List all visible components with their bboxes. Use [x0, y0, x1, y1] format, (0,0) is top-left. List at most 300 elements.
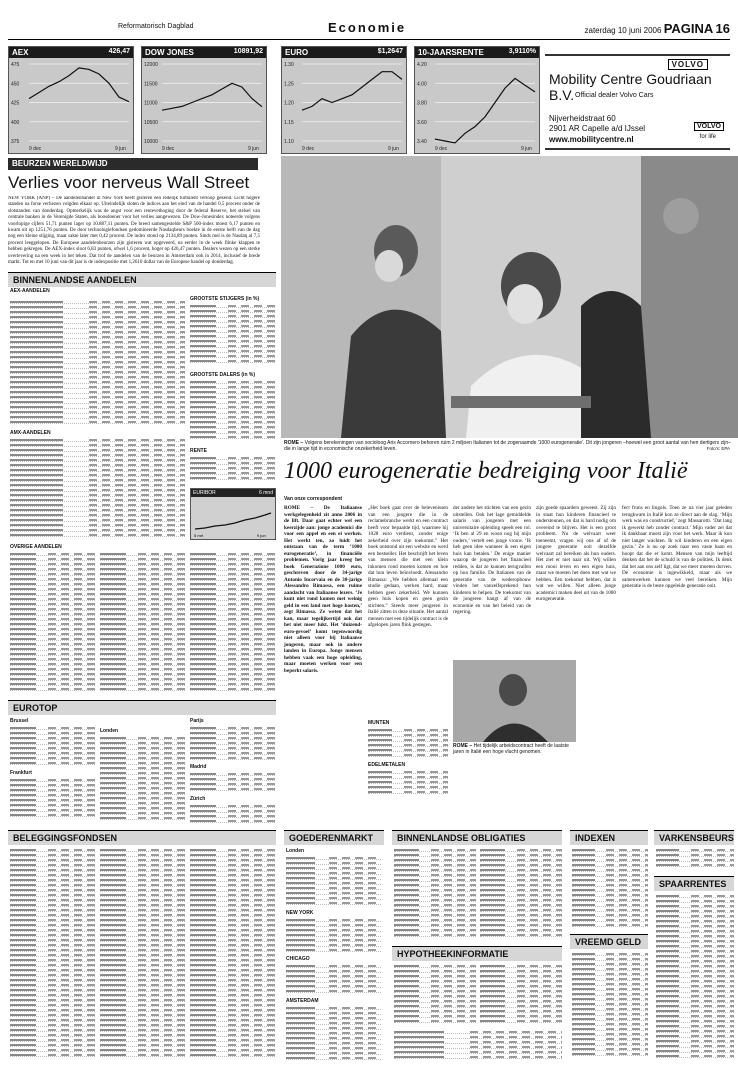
table-row	[572, 1052, 648, 1056]
subheader-zurich: Zürich	[190, 796, 206, 802]
table-row	[100, 572, 185, 576]
table-row	[286, 979, 381, 983]
table-row	[480, 858, 562, 862]
table-row	[10, 938, 95, 942]
table-row	[10, 443, 185, 447]
table-row	[572, 992, 648, 996]
table-row	[100, 562, 185, 566]
table-row	[10, 667, 95, 671]
table-row	[656, 1039, 734, 1043]
table-row	[190, 898, 275, 902]
table-row	[480, 898, 562, 902]
table-row	[190, 380, 275, 384]
table-row	[190, 933, 275, 937]
table-row	[10, 803, 95, 807]
table-row	[190, 349, 275, 353]
chart-svg	[142, 58, 266, 153]
table-row	[286, 891, 381, 895]
table-row	[572, 997, 648, 1001]
table-row	[10, 533, 185, 537]
chart-ytick: 4.20	[417, 62, 427, 68]
table-row	[100, 736, 185, 740]
chart-ytick: 375	[11, 139, 20, 145]
table-row	[10, 390, 185, 394]
article-col-3: der andere het stichten van een gezin uitstellen. Ook het lage gemiddelde salaris van jongeren met een universitaire opleiding speelt een rol. ‘Ik ben al 29 en woon nog bij mijn ouders,’ vertelt een jonge vrouw. ‘Ik heb geen idee wanneer ik een eigen huis kan betalen.’ De enige manier waarop de jongeren het financieel redden, is dat ze kunnen terugvallen op hun familie. De Italianen van de generatie van de wederopbouw vinden het vanzelfsprekend hun kinderen te helpen. De toekomst van de jongeren hangt af van de economie en van het beleid van de regering.	[453, 505, 531, 615]
table-row	[190, 741, 275, 745]
subheader-chicago: CHICAGO	[286, 956, 310, 962]
chart-value: 3,9110%	[508, 48, 536, 55]
table-row	[572, 1027, 648, 1031]
table-row	[10, 783, 95, 787]
chart-series-line	[302, 72, 402, 111]
londen-table	[100, 736, 185, 822]
stijgers-table	[190, 304, 275, 366]
table-row	[656, 904, 734, 908]
chart-ytick: 1.25	[284, 81, 294, 88]
table-row	[572, 1047, 648, 1051]
table-row	[10, 420, 185, 424]
table-row	[572, 1042, 648, 1046]
rente-table	[190, 456, 275, 482]
table-row	[572, 962, 648, 966]
table-row	[190, 953, 275, 957]
table-row	[190, 993, 275, 997]
table-row	[10, 1013, 95, 1017]
ad-website-link[interactable]: www.mobilitycentre.nl	[549, 135, 634, 144]
table-row	[10, 415, 185, 419]
table-row	[100, 1048, 185, 1052]
table-row	[286, 896, 381, 900]
table-row	[10, 672, 95, 676]
table-row	[190, 612, 275, 616]
subheader-brussel: Brussel	[10, 718, 29, 724]
main-photo	[281, 156, 738, 438]
table-row	[572, 853, 648, 857]
table-row	[10, 928, 95, 932]
table-row	[480, 974, 562, 978]
table-row	[656, 1044, 734, 1048]
subheader-amsterdam: AMSTERDAM	[286, 998, 319, 1004]
table-row	[10, 493, 185, 497]
table-row	[572, 957, 648, 961]
table-row	[100, 741, 185, 745]
goederen-chicago-table	[286, 964, 381, 994]
table-row	[190, 908, 275, 912]
table-row	[656, 863, 734, 867]
table-row	[190, 592, 275, 596]
table-row	[394, 989, 476, 993]
table-row	[100, 983, 185, 987]
spaarrentes-table	[656, 894, 734, 1062]
table-row	[286, 923, 381, 927]
chart-ytick: 12000	[144, 62, 158, 68]
table-row	[100, 993, 185, 997]
table-row	[10, 923, 95, 927]
euribor-xtick-start: 5 mrt	[194, 533, 204, 538]
table-row	[190, 567, 275, 571]
table-row	[100, 786, 185, 790]
table-row	[100, 771, 185, 775]
table-row	[572, 903, 648, 907]
table-row	[10, 908, 95, 912]
table-row	[190, 938, 275, 942]
volvo-advertisement[interactable]	[545, 54, 730, 150]
table-row	[100, 587, 185, 591]
table-row	[190, 430, 275, 434]
table-row	[100, 577, 185, 581]
subheader-munten: MUNTEN	[368, 720, 390, 726]
table-row	[286, 1051, 381, 1055]
table-row	[190, 587, 275, 591]
table-row	[656, 949, 734, 953]
table-row	[480, 883, 562, 887]
table-row	[190, 848, 275, 852]
table-row	[656, 853, 734, 857]
section-header-hypotheek: HYPOTHEEKINFORMATIE	[392, 946, 562, 961]
table-row	[100, 592, 185, 596]
table-row	[286, 1031, 381, 1035]
table-row	[190, 903, 275, 907]
table-row	[100, 617, 185, 621]
page-number: 16	[715, 21, 730, 36]
table-row	[480, 893, 562, 897]
vreemd-geld-table	[572, 952, 648, 1062]
table-row	[190, 983, 275, 987]
dalers-table	[190, 380, 275, 442]
table-row	[190, 787, 275, 791]
table-row	[190, 329, 275, 333]
table-row	[656, 1029, 734, 1033]
table-row	[100, 1028, 185, 1032]
table-row	[190, 657, 275, 661]
table-row	[190, 1013, 275, 1017]
article-col-4: zijn goede spaarders geweest. Zij zijn in staat hun kinderen financieel te ondersteunen, en dat is hard nodig om overeind te blijven. Het is een groot probleem. Nu de welvaart weer toeneemt, vragen wij ons af of de jongere generatie ooit dezelfde welvaart zal bereiken als hun ouders. Het ziet er niet naar uit. Wij willen een mooi leven en een eigen huis, maar we moeten het doen met wat we hebben. Een toekomst hebben, dat is wat we willen. Niet alleen jonge academici maken deel uit van de 1000 eurogeneratie.	[536, 505, 616, 602]
subheader-overige: OVERIGE AANDELEN	[10, 544, 62, 550]
table-row	[190, 652, 275, 656]
table-row	[10, 335, 185, 339]
table-row	[368, 743, 448, 747]
table-row	[190, 461, 275, 465]
table-row	[656, 934, 734, 938]
chart-xtick: 9 jun	[115, 146, 126, 152]
table-row	[190, 552, 275, 556]
chart-ytick: 10500	[144, 119, 158, 126]
table-row	[10, 375, 185, 379]
chart-xtick: 9 dec	[162, 146, 175, 152]
table-row	[572, 952, 648, 956]
table-row	[394, 1035, 562, 1039]
table-row	[572, 863, 648, 867]
table-row	[656, 974, 734, 978]
table-row	[10, 918, 95, 922]
table-row	[368, 785, 448, 789]
table-row	[100, 791, 185, 795]
table-row	[480, 984, 562, 988]
photo2-caption	[453, 743, 576, 755]
table-row	[190, 562, 275, 566]
table-row	[100, 667, 185, 671]
table-row	[656, 964, 734, 968]
chart-ytick: 450	[11, 81, 20, 88]
indexen-table	[572, 848, 648, 928]
table-row	[100, 1033, 185, 1037]
table-row	[480, 918, 562, 922]
euribor-title: EURIBOR	[193, 490, 216, 496]
table-row	[480, 903, 562, 907]
table-row	[656, 1049, 734, 1053]
table-row	[10, 612, 95, 616]
table-row	[572, 878, 648, 882]
table-row	[394, 1030, 562, 1034]
table-row	[100, 657, 185, 661]
chart-ytick: 11000	[144, 100, 158, 107]
table-row	[10, 943, 95, 947]
table-row	[394, 928, 476, 932]
table-row	[394, 1040, 562, 1044]
table-row	[190, 420, 275, 424]
table-row	[10, 380, 185, 384]
table-row	[656, 894, 734, 898]
table-row	[190, 878, 275, 882]
table-row	[572, 918, 648, 922]
euribor-svg	[191, 497, 275, 539]
table-row	[368, 780, 448, 784]
table-row	[10, 988, 95, 992]
table-row	[100, 597, 185, 601]
table-row	[572, 913, 648, 917]
table-row	[100, 751, 185, 755]
table-row	[10, 751, 95, 755]
table-row	[190, 968, 275, 972]
table-row	[286, 1046, 381, 1050]
article-col-5: fect fruns en lingols. Toen ze na vier jaar geleden terugkwam in Italië kon ze direct aan de slag. ‘Mijn werk was en constructief,’ zegt Massarotti. ‘Dat lang ik gewerkt heb zonder contract.’ Mijn vader zei dat ik dankbaar moest zijn voor het werk. Maar ik kon niet langer wachten. Ik wil kinderen en een eigen gezin.’ Ze is nu op zoek naar een vaste baan en hoopt dat die er komt. Mensen van mijn leeftijd denken dat het de schuld is van de politiek. Ik denk dat het aan ons zelf ligt, dat we meer moeten durven. De economie is ingewikkeld, maar als we samenwerken kunnen we veel bereiken. Mijn generatie is de beste opgeleide generatie ooit.	[622, 505, 732, 589]
chart-ytick: 10000	[144, 139, 158, 145]
fondsen-table-3	[190, 848, 275, 1062]
table-row	[656, 984, 734, 988]
table-row	[190, 385, 275, 389]
table-row	[190, 873, 275, 877]
table-row	[10, 350, 185, 354]
chart-title: DOW JONES	[145, 48, 194, 57]
caption2-lead: ROME –	[453, 743, 473, 749]
table-row	[10, 572, 95, 576]
table-row	[10, 903, 95, 907]
page-date	[585, 21, 731, 36]
table-row	[190, 466, 275, 470]
table-row	[394, 1019, 476, 1023]
table-row	[656, 959, 734, 963]
subheader-newyork: NEW YORK	[286, 910, 314, 916]
table-row	[394, 848, 476, 852]
euribor-legend: 6 mnd	[259, 490, 273, 496]
table-row	[190, 918, 275, 922]
italie-headline[interactable]: 1000 eurogeneratie bedreiging voor Italië	[284, 458, 688, 484]
table-row	[190, 632, 275, 636]
index-charts	[8, 46, 540, 154]
table-row	[190, 988, 275, 992]
table-row	[286, 856, 381, 860]
table-row	[480, 979, 562, 983]
table-row	[100, 776, 185, 780]
table-row	[190, 687, 275, 691]
table-row	[100, 682, 185, 686]
table-row	[100, 677, 185, 681]
table-row	[480, 999, 562, 1003]
subheader-londen: Londen	[100, 728, 119, 734]
ad-company-name: Mobility Centre Goudriaan B.V.	[549, 71, 712, 103]
table-row	[656, 1009, 734, 1013]
table-row	[10, 562, 95, 566]
table-row	[100, 756, 185, 760]
table-row	[10, 978, 95, 982]
chart-xtick: 9 dec	[29, 146, 42, 152]
table-row	[100, 602, 185, 606]
table-row	[190, 782, 275, 786]
photo-caption	[284, 440, 734, 452]
table-row	[10, 503, 185, 507]
table-row	[190, 682, 275, 686]
table-row	[10, 1008, 95, 1012]
table-row	[286, 938, 381, 942]
table-row	[480, 933, 562, 937]
table-row	[190, 405, 275, 409]
table-row	[190, 1043, 275, 1047]
table-row	[10, 858, 95, 862]
table-row	[100, 612, 185, 616]
fondsen-table-2	[100, 848, 185, 1062]
table-row	[190, 777, 275, 781]
table-row	[286, 989, 381, 993]
table-row	[394, 974, 476, 978]
table-row	[656, 914, 734, 918]
article-headline[interactable]: Verlies voor nerveus Wall Street	[8, 173, 250, 192]
table-row	[480, 964, 562, 968]
table-row	[100, 858, 185, 862]
table-row	[100, 943, 185, 947]
table-row	[190, 772, 275, 776]
table-row	[480, 848, 562, 852]
goederen-amsterdam-table	[286, 1006, 381, 1062]
table-row	[286, 1056, 381, 1060]
table-row	[190, 471, 275, 475]
table-row	[100, 888, 185, 892]
table-row	[656, 1004, 734, 1008]
subheader-frankfurt: Frankfurt	[10, 770, 32, 776]
chart-xtick: 9 dec	[302, 146, 315, 152]
table-row	[190, 928, 275, 932]
table-row	[572, 982, 648, 986]
table-row	[656, 1034, 734, 1038]
aex-table	[10, 300, 185, 428]
section-header-obligaties: BINNENLANDSE OBLIGATIES	[392, 830, 562, 845]
table-row	[10, 647, 95, 651]
table-row	[394, 873, 476, 877]
table-row	[286, 876, 381, 880]
table-row	[572, 1002, 648, 1006]
euribor-xtick-end: 9 jun	[257, 533, 266, 538]
table-row	[100, 893, 185, 897]
table-row	[100, 687, 185, 691]
table-row	[10, 993, 95, 997]
table-row	[100, 978, 185, 982]
table-row	[480, 908, 562, 912]
table-row	[10, 488, 185, 492]
table-row	[656, 969, 734, 973]
table-row	[10, 998, 95, 1002]
subheader-stijgers: GROOTSTE STIJGERS (in %)	[190, 296, 260, 302]
subheader-madrid: Madrid	[190, 764, 207, 770]
table-row	[10, 682, 95, 686]
table-row	[10, 617, 95, 621]
section-header-indexen: INDEXEN	[570, 830, 648, 845]
table-row	[10, 385, 185, 389]
table-row	[10, 736, 95, 740]
table-row	[100, 607, 185, 611]
table-row	[100, 1003, 185, 1007]
table-row	[190, 359, 275, 363]
table-row	[286, 928, 381, 932]
table-row	[394, 858, 476, 862]
table-row	[480, 928, 562, 932]
table-row	[286, 1036, 381, 1040]
chart-ytick: 1.10	[284, 139, 294, 145]
table-row	[480, 1019, 562, 1023]
table-row	[190, 602, 275, 606]
table-row	[286, 1016, 381, 1020]
table-row	[394, 1050, 562, 1054]
table-row	[10, 1053, 95, 1057]
table-row	[100, 903, 185, 907]
table-row	[100, 988, 185, 992]
table-row	[10, 365, 185, 369]
chart-xtick: 9 jun	[521, 146, 532, 152]
table-row	[286, 943, 381, 947]
table-row	[100, 652, 185, 656]
table-row	[190, 804, 275, 808]
table-row	[10, 310, 185, 314]
chart-title: EURO	[285, 48, 309, 57]
table-row	[394, 1045, 562, 1049]
table-row	[394, 878, 476, 882]
table-row	[480, 888, 562, 892]
table-row	[572, 848, 648, 852]
table-row	[10, 627, 95, 631]
table-row	[190, 425, 275, 429]
section-header-spaarrentes: SPAARRENTES	[654, 876, 734, 891]
table-row	[10, 657, 95, 661]
subheader-parijs: Parijs	[190, 718, 204, 724]
table-row	[286, 964, 381, 968]
table-row	[572, 908, 648, 912]
paper-name: Reformatorisch Dagblad	[118, 23, 194, 30]
table-row	[656, 939, 734, 943]
table-row	[190, 756, 275, 760]
table-row	[368, 770, 448, 774]
table-row	[10, 410, 185, 414]
table-row	[572, 1032, 648, 1036]
table-row	[10, 873, 95, 877]
table-row	[572, 873, 648, 877]
table-row	[190, 809, 275, 813]
table-row	[394, 964, 476, 968]
table-row	[190, 948, 275, 952]
subheader-amx: AMX-AANDELEN	[10, 430, 51, 436]
table-row	[394, 994, 476, 998]
table-row	[190, 642, 275, 646]
chart-series-line	[29, 68, 129, 102]
table-row	[190, 746, 275, 750]
table-row	[10, 577, 95, 581]
